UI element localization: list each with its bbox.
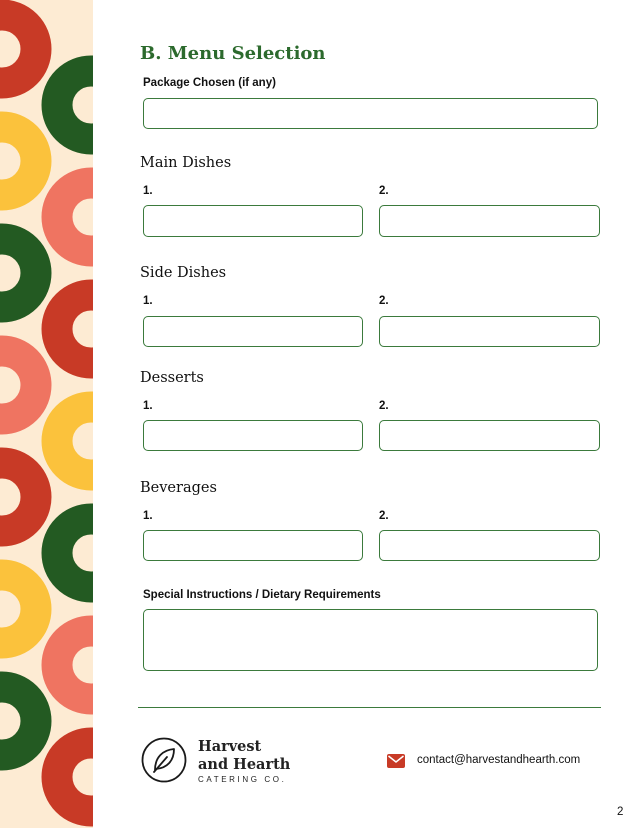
side-dish-1-input[interactable] (143, 316, 363, 347)
beverage-2-label: 2. (379, 510, 389, 522)
main-dishes-heading: Main Dishes (140, 155, 232, 171)
side-dish-2-input[interactable] (379, 316, 600, 347)
beverage-2-input[interactable] (379, 530, 600, 561)
package-label: Package Chosen (if any) (143, 77, 276, 89)
side-dish-1-label: 1. (143, 295, 153, 307)
desserts-heading: Desserts (140, 370, 204, 386)
main-dish-2-input[interactable] (379, 205, 600, 237)
beverage-1-input[interactable] (143, 530, 363, 561)
envelope-icon (387, 754, 405, 768)
section-title: B. Menu Selection (140, 43, 326, 64)
brand-name (198, 738, 290, 774)
special-instructions-label: Special Instructions / Dietary Requirements (143, 589, 381, 601)
dessert-1-input[interactable] (143, 420, 363, 451)
contact-email-link[interactable]: contact@harvestandhearth.com (417, 754, 581, 766)
ring-pattern-graphic (0, 0, 93, 828)
brand-line-2: and Hearth (198, 756, 291, 773)
decorative-ring-pattern (0, 0, 93, 828)
beverages-heading: Beverages (140, 480, 217, 496)
dessert-2-label: 2. (379, 400, 389, 412)
special-instructions-textarea[interactable] (143, 609, 598, 671)
main-dish-1-input[interactable] (143, 205, 363, 237)
dessert-1-label: 1. (143, 400, 153, 412)
main-dish-2-label: 2. (379, 185, 389, 197)
beverage-1-label: 1. (143, 510, 153, 522)
page-number: 2 (617, 806, 624, 818)
footer-divider (138, 707, 601, 708)
side-dishes-heading: Side Dishes (140, 265, 227, 281)
brand-subtitle: CATERING CO. (198, 775, 287, 784)
leaf-icon (141, 737, 187, 783)
brand-line-1: Harvest (198, 738, 262, 755)
main-dish-1-label: 1. (143, 185, 153, 197)
side-dish-2-label: 2. (379, 295, 389, 307)
dessert-2-input[interactable] (379, 420, 600, 451)
package-input[interactable] (143, 98, 598, 129)
